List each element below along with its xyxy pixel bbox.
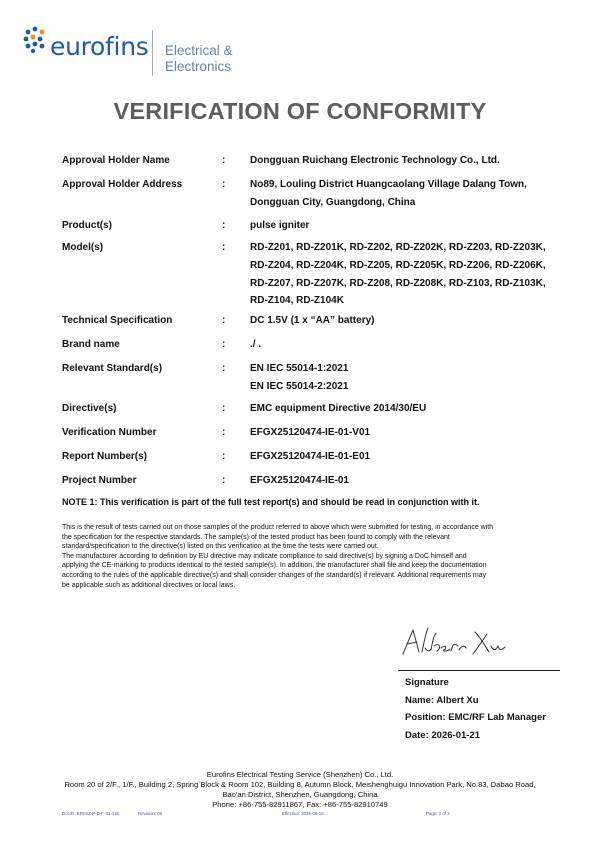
detail-colon: : xyxy=(222,220,226,231)
detail-label: Verification Number xyxy=(62,427,157,438)
document-title: VERIFICATION OF CONFORMITY xyxy=(113,98,487,124)
handwritten-signature xyxy=(395,618,515,663)
doc-effective-date: Effective: 2025-09-16 xyxy=(282,811,324,816)
disclaimer-line: standard/specification to the directive(s) listed on this verification at the time the tests were carried out. xyxy=(62,543,379,551)
detail-value xyxy=(250,152,580,170)
detail-value-line: EN IEC 55014-2:2021 xyxy=(250,380,349,392)
detail-value xyxy=(250,336,580,354)
doc-revision: Revision: 06 xyxy=(138,811,163,816)
detail-value-line: Dongguan Ruichang Electronic Technology Co., Ltd. xyxy=(250,155,500,166)
disclaimer-line: The manufacturer according to definition by EU directive may indicate compliance to said directive(s) by signing a DoC himself and xyxy=(62,552,467,560)
detail-label: Model(s) xyxy=(62,242,104,253)
detail-colon: : xyxy=(222,339,226,350)
detail-value-line: EFGX25120474-IE-01 xyxy=(250,475,349,486)
detail-colon: : xyxy=(222,242,226,253)
detail-value xyxy=(250,239,580,310)
detail-label: Directive(s) xyxy=(62,403,117,414)
verification-note: NOTE 1: This verification is part of the full test report(s) and should be read in conjunction with it. xyxy=(62,497,480,507)
detail-value-line: RD-Z207, RD-Z207K, RD-Z208, RD-Z208K, RD-Z103, RD-Z103K, xyxy=(250,277,546,289)
signatory-position: Position: EMC/RF Lab Manager xyxy=(405,712,546,723)
eurofins-logo xyxy=(22,22,262,82)
detail-value-line: RD-Z104, RD-Z104K xyxy=(250,295,344,307)
signature-date: Date: 2026-01-21 xyxy=(405,729,480,741)
detail-label: Technical Specification xyxy=(62,315,173,326)
detail-value-line: RD-Z204, RD-Z204K, RD-Z205, RD-Z205K, RD-Z206, RD-Z206K, xyxy=(250,259,546,271)
logo-divider xyxy=(152,30,153,76)
disclaimer-line: the specification for the respective standards. The sample(s) of the tested product has been found to comply with the relevant xyxy=(62,533,450,541)
logo-division-line1: Electrical & xyxy=(165,43,233,58)
detail-label: Product(s) xyxy=(62,220,112,231)
detail-value-line: Dongguan City, Guangdong, China xyxy=(250,196,416,208)
detail-colon: : xyxy=(222,475,226,486)
detail-label: Approval Holder Address xyxy=(62,179,183,190)
disclaimer-line: applying the CE-marking to products identical to the tested sample(s). In addition, the manufacturer shall file and keep the documentation xyxy=(62,562,487,570)
footer-address xyxy=(0,770,600,810)
detail-value-line: EN IEC 55014-1:2021 xyxy=(250,363,349,374)
detail-colon: : xyxy=(222,179,226,190)
detail-value-line: EMC equipment Directive 2014/30/EU xyxy=(250,403,427,414)
detail-label: Report Number(s) xyxy=(62,451,148,462)
logo-wordmark: eurofins xyxy=(50,32,149,61)
detail-value-line: pulse igniter xyxy=(250,220,310,231)
logo-dots-icon xyxy=(22,22,50,62)
logo-division-line2: Electronics xyxy=(165,59,232,74)
detail-colon: : xyxy=(222,363,226,374)
detail-value xyxy=(250,472,580,490)
detail-value-line: EFGX25120474-IE-01-V01 xyxy=(250,427,371,438)
detail-label: Brand name xyxy=(62,339,120,350)
detail-value-line: RD-Z201, RD-Z201K, RD-Z202, RD-Z202K, RD-Z203, RD-Z203K, xyxy=(250,242,546,253)
disclaimer-line: according to the rules of the applicable directive(s) and shall consider changes of the standard(s) if relevant. Additional requirements may xyxy=(62,571,487,579)
disclaimer-line: be applicable such as additional directives or local laws. xyxy=(62,581,236,589)
detail-value xyxy=(250,176,580,212)
detail-value xyxy=(250,217,580,235)
signature-heading: Signature xyxy=(405,677,449,688)
detail-colon: : xyxy=(222,403,226,414)
footer-address-line: Room 20 of 2/F., 1/F., Building 2, Spring Block & Room 102, Building 8, Autumn Block, Meishenghuigu Innovation Park, No.83, Dabao Road, xyxy=(64,780,536,789)
detail-value-line: DC 1.5V (1 x “AA” battery) xyxy=(250,315,375,326)
footer-contact: Phone: +86-755-82911867, Fax: +86-755-82910749 xyxy=(212,800,388,809)
footer-address-line: Bao'an District, Shenzhen, Guangdong, China xyxy=(222,790,378,799)
detail-value-line: No89, Louling District Huangcaolang Village Dalang Town, xyxy=(250,179,527,190)
page-number: Page: 1 of 2 xyxy=(426,811,450,816)
signature-block xyxy=(405,674,546,744)
detail-value-line: EFGX25120474-IE-01-E01 xyxy=(250,451,371,462)
footer-company: Eurofins Electrical Testing Service (Shenzhen) Co., Ltd. xyxy=(206,770,394,779)
detail-value xyxy=(250,424,580,442)
signature-line xyxy=(398,670,560,671)
detail-colon: : xyxy=(222,315,226,326)
detail-colon: : xyxy=(222,155,226,166)
detail-value xyxy=(250,400,580,418)
detail-colon: : xyxy=(222,427,226,438)
doc-id: DocID: EFESZ-P-D-F-31.01E xyxy=(62,811,120,816)
detail-label: Relevant Standard(s) xyxy=(62,363,163,374)
signatory-name: Name: Albert Xu xyxy=(405,694,479,706)
detail-label: Approval Holder Name xyxy=(62,155,170,166)
detail-value xyxy=(250,448,580,466)
disclaimer-line: This is the result of tests carried out on those samples of the product referred to above which were submitted for testing, in accordance with xyxy=(62,524,494,531)
detail-value xyxy=(250,360,580,396)
detail-value xyxy=(250,312,580,330)
detail-colon: : xyxy=(222,451,226,462)
disclaimer-text xyxy=(62,523,562,590)
logo-division xyxy=(165,43,233,75)
detail-label: Project Number xyxy=(62,475,137,486)
detail-value-line: ./ . xyxy=(250,339,262,350)
